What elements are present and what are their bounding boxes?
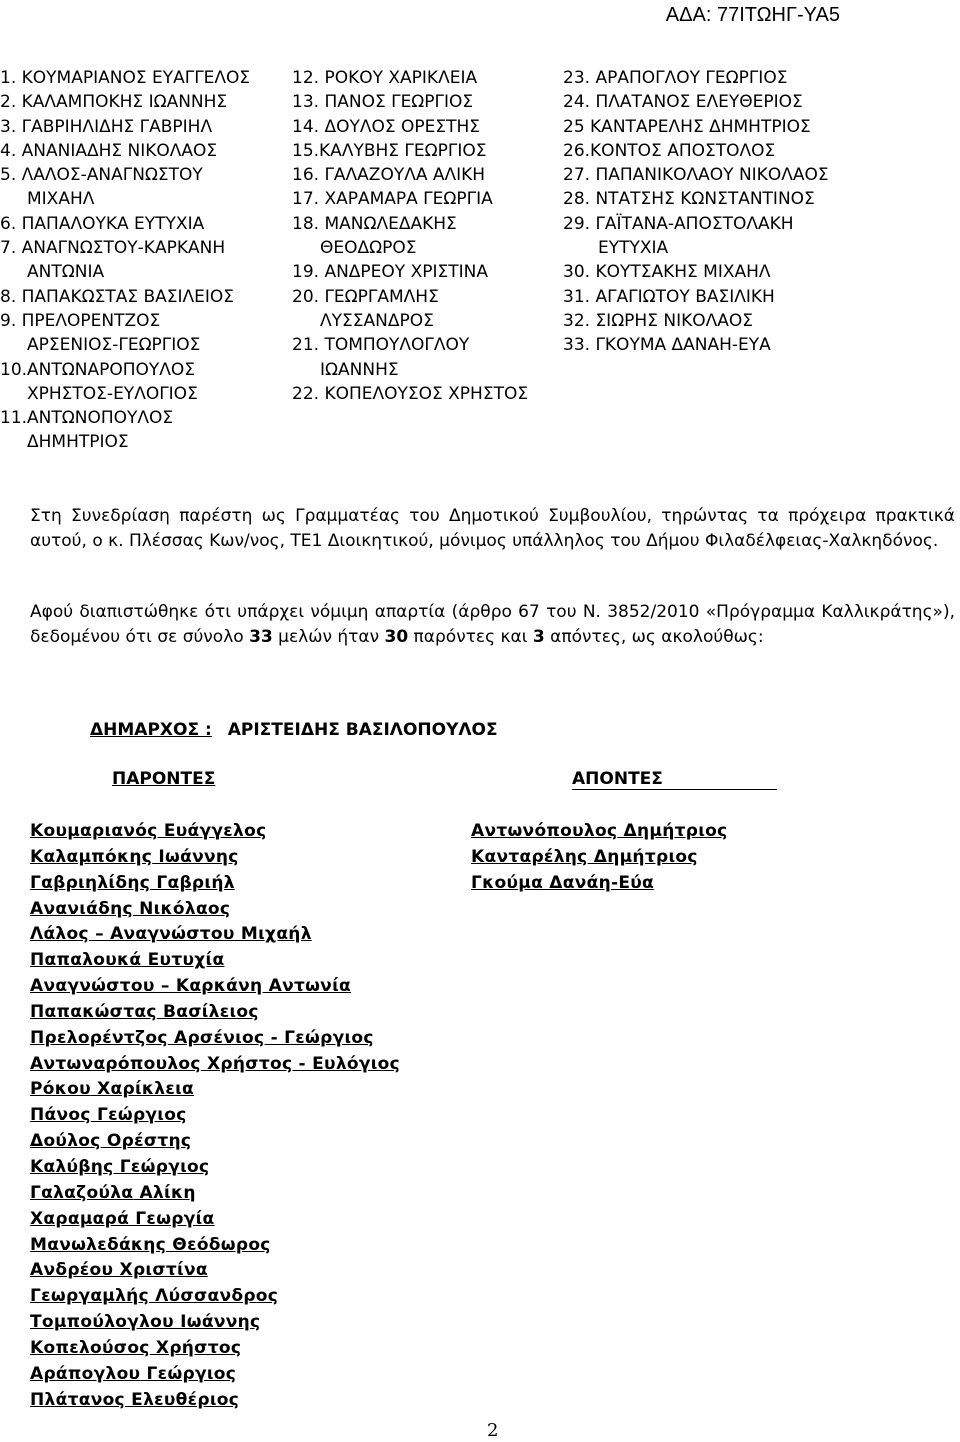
- list-item: Ανανιάδης Νικόλαος: [30, 898, 231, 919]
- list-item: Ανδρέου Χριστίνα: [30, 1260, 208, 1281]
- quorum-text-4: απόντες, ως ακολούθως:: [544, 627, 764, 647]
- member-entry: 22. ΚΟΠΕΛΟΥΣΟΣ ΧΡΗΣΤΟΣ: [292, 383, 529, 404]
- member-entry: 31. ΑΓΑΓΙΩΤΟΥ ΒΑΣΙΛΙΚΗ: [563, 286, 775, 307]
- member-entry: ΔΗΜΗΤΡΙΟΣ: [27, 432, 129, 453]
- list-item: Δούλος Ορέστης: [30, 1131, 192, 1152]
- list-item: Κοπελούσος Χρήστος: [30, 1337, 242, 1358]
- member-entry: 7. ΑΝΑΓΝΩΣΤΟΥ-ΚΑΡΚΑΝΗ: [0, 238, 226, 259]
- members-column-3: [563, 66, 953, 358]
- member-entry: 4. ΑΝΑΝΙΑΔΗΣ ΝΙΚΟΛΑΟΣ: [0, 140, 218, 161]
- member-entry: ΙΩΑΝΝΗΣ: [320, 359, 399, 380]
- member-entry: ΧΡΗΣΤΟΣ-ΕΥΛΟΓΙΟΣ: [27, 383, 198, 404]
- list-item: Αντωναρόπουλος Χρήστος - Ευλόγιος: [30, 1053, 401, 1074]
- member-entry: 1. ΚΟΥΜΑΡΙΑΝΟΣ ΕΥΑΓΓΕΛΟΣ: [0, 68, 251, 88]
- list-item: Γεωργαμλής Λύσσανδρος: [30, 1286, 279, 1307]
- list-item: Κουμαριανός Ευάγγελος: [30, 821, 267, 841]
- member-entry: 18. ΜΑΝΩΛΕΔΑΚΗΣ: [292, 213, 457, 234]
- mayor-name: ΑΡΙΣΤΕΙΔΗΣ ΒΑΣΙΛΟΠΟΥΛΟΣ: [227, 720, 498, 740]
- present-header: ΠΑΡΟΝΤΕΣ: [112, 769, 216, 789]
- list-item: Γαλαζούλα Αλίκη: [30, 1182, 196, 1203]
- list-item: Παπαλουκά Ευτυχία: [30, 950, 225, 971]
- secretary-paragraph: Στη Συνεδρίαση παρέστη ως Γραμματέας του Δημοτικού Συμβουλίου, τηρώντας τα πρόχειρα πρακτικά αυτού, ο κ. Πλέσσας Κων/νος, ΤΕ1 Διοικητικού, μόνιμος υπάλληλος του Δήμου Φιλαδέλφειας-Χαλκηδόνος.: [30, 506, 955, 551]
- list-item: Αράπογλου Γεώργιος: [30, 1363, 237, 1384]
- member-entry: 5. ΛΑΛΟΣ-ΑΝΑΓΝΩΣΤΟΥ: [0, 165, 203, 186]
- list-item: Μανωλεδάκης Θεόδωρος: [30, 1234, 271, 1255]
- member-entry: 30. ΚΟΥΤΣΑΚΗΣ ΜΙΧΑΗΛ: [563, 262, 771, 283]
- list-item: Χαραμαρά Γεωργία: [30, 1208, 215, 1229]
- quorum-text-3: παρόντες και: [408, 627, 533, 647]
- list-item: Πρελορέντζος Αρσένιος - Γεώργιος: [30, 1027, 374, 1048]
- member-entry: 33. ΓΚΟΥΜΑ ΔΑΝΑΗ-ΕΥΑ: [563, 335, 771, 356]
- list-item: Γαβριηλίδης Γαβριήλ: [30, 872, 235, 893]
- member-entry: 27. ΠΑΠΑΝΙΚΟΛΑΟΥ ΝΙΚΟΛΑΟΣ: [563, 165, 829, 186]
- member-entry: 9. ΠΡΕΛΟΡΕΝΤΖΟΣ: [0, 310, 161, 331]
- member-entry: 20. ΓΕΩΡΓΑΜΛΗΣ: [292, 286, 439, 307]
- quorum-total: 33: [249, 627, 273, 647]
- list-item: Τομπούλογλου Ιωάννης: [30, 1312, 261, 1333]
- member-entry: 14. ΔΟΥΛΟΣ ΟΡΕΣΤΗΣ: [292, 116, 481, 137]
- quorum-text-2: μελών ήταν: [272, 627, 385, 647]
- list-item: Αναγνώστου – Καρκάνη Αντωνία: [30, 976, 351, 997]
- member-entry: 25 ΚΑΝΤΑΡΕΛΗΣ ΔΗΜΗΤΡΙΟΣ: [563, 116, 811, 137]
- member-entry: 32. ΣΙΩΡΗΣ ΝΙΚΟΛΑΟΣ: [563, 310, 754, 331]
- absent-list: [471, 819, 728, 897]
- member-entry: 15.ΚΑΛΥΒΗΣ ΓΕΩΡΓΙΟΣ: [292, 140, 487, 161]
- member-entry: 10.ΑΝΤΩΝΑΡΟΠΟΥΛΟΣ: [0, 359, 196, 380]
- page-number: 2: [487, 1420, 499, 1441]
- member-entry: 8. ΠΑΠΑΚΩΣΤΑΣ ΒΑΣΙΛΕΙΟΣ: [0, 286, 235, 307]
- quorum-absent: 3: [532, 627, 545, 647]
- mayor-line: [90, 720, 498, 740]
- member-entry: ΑΝΤΩΝΙΑ: [27, 262, 105, 283]
- member-entry: ΜΙΧΑΗΛ: [27, 189, 95, 210]
- member-entry: 19. ΑΝΔΡΕΟΥ ΧΡΙΣΤΙΝΑ: [292, 262, 488, 283]
- list-item: Καλαμπόκης Ιωάννης: [30, 846, 239, 867]
- list-item: Κανταρέλης Δημήτριος: [471, 846, 698, 867]
- list-item: Καλύβης Γεώργιος: [30, 1156, 210, 1177]
- quorum-paragraph: [30, 600, 955, 650]
- member-entry: 21. ΤΟΜΠΟΥΛΟΓΛΟΥ: [292, 335, 470, 356]
- absent-header: ΑΠΟΝΤΕΣ: [572, 769, 777, 790]
- mayor-label: ΔΗΜΑΡΧΟΣ :: [90, 720, 212, 740]
- member-entry: ΛΥΣΣΑΝΔΡΟΣ: [320, 310, 434, 331]
- member-entry: ΕΥΤΥΧΙΑ: [598, 238, 669, 259]
- member-entry: 16. ΓΑΛΑΖΟΥΛΑ ΑΛΙΚΗ: [292, 165, 486, 186]
- present-list: [30, 819, 400, 1413]
- member-entry: 3. ΓΑΒΡΙΗΛΙΔΗΣ ΓΑΒΡΙΗΛ: [0, 116, 213, 137]
- member-entry: ΑΡΣΕΝΙΟΣ-ΓΕΩΡΓΙΟΣ: [27, 335, 201, 356]
- member-entry: 2. ΚΑΛΑΜΠΟΚΗΣ ΙΩΑΝΝΗΣ: [0, 92, 228, 113]
- member-entry: 11.ΑΝΤΩΝΟΠΟΥΛΟΣ: [0, 408, 174, 429]
- list-item: Λάλος – Αναγνώστου Μιχαήλ: [30, 924, 312, 945]
- quorum-text-1: Αφού διαπιστώθηκε ότι υπάρχει νόμιμη απαρτία (άρθρο 67 του Ν. 3852/2010 «Πρόγραμμα Καλλικράτης»), δεδομένου ότι σε σύνολο: [30, 602, 955, 647]
- list-item: Ρόκου Χαρίκλεια: [30, 1079, 194, 1100]
- quorum-present: 30: [384, 627, 409, 647]
- list-item: Αντωνόπουλος Δημήτριος: [471, 821, 728, 841]
- list-item: Γκούμα Δανάη-Εύα: [471, 872, 655, 893]
- member-entry: 26.ΚΟΝΤΟΣ ΑΠΟΣΤΟΛΟΣ: [563, 140, 776, 161]
- member-entry: 13. ΠΑΝΟΣ ΓΕΩΡΓΙΟΣ: [292, 92, 474, 113]
- member-entry: 17. ΧΑΡΑΜΑΡΑ ΓΕΩΡΓΙΑ: [292, 189, 493, 210]
- member-entry: 12. ΡΟΚΟΥ ΧΑΡΙΚΛΕΙΑ: [292, 68, 478, 88]
- ada-code: ΑΔΑ: 77ΙΤΩΗΓ-ΥΑ5: [665, 4, 840, 26]
- list-item: Πάνος Γεώργιος: [30, 1105, 187, 1126]
- members-column-1: [0, 66, 290, 455]
- list-item: Παπακώστας Βασίλειος: [30, 1001, 259, 1022]
- members-column-2: [292, 66, 562, 406]
- member-entry: 24. ΠΛΑΤΑΝΟΣ ΕΛΕΥΘΕΡΙΟΣ: [563, 92, 803, 113]
- member-entry: 28. ΝΤΑΤΣΗΣ ΚΩΝΣΤΑΝΤΙΝΟΣ: [563, 189, 815, 210]
- member-entry: 23. ΑΡΑΠΟΓΛΟΥ ΓΕΩΡΓΙΟΣ: [563, 68, 788, 88]
- list-item: Πλάτανος Ελευθέριος: [30, 1389, 240, 1410]
- member-entry: 6. ΠΑΠΑΛΟΥΚΑ ΕΥΤΥΧΙΑ: [0, 213, 205, 234]
- member-entry: ΘΕΟΔΩΡΟΣ: [320, 238, 417, 259]
- member-entry: 29. ΓΑΪΤΑΝΑ-ΑΠΟΣΤΟΛΑΚΗ: [563, 213, 794, 234]
